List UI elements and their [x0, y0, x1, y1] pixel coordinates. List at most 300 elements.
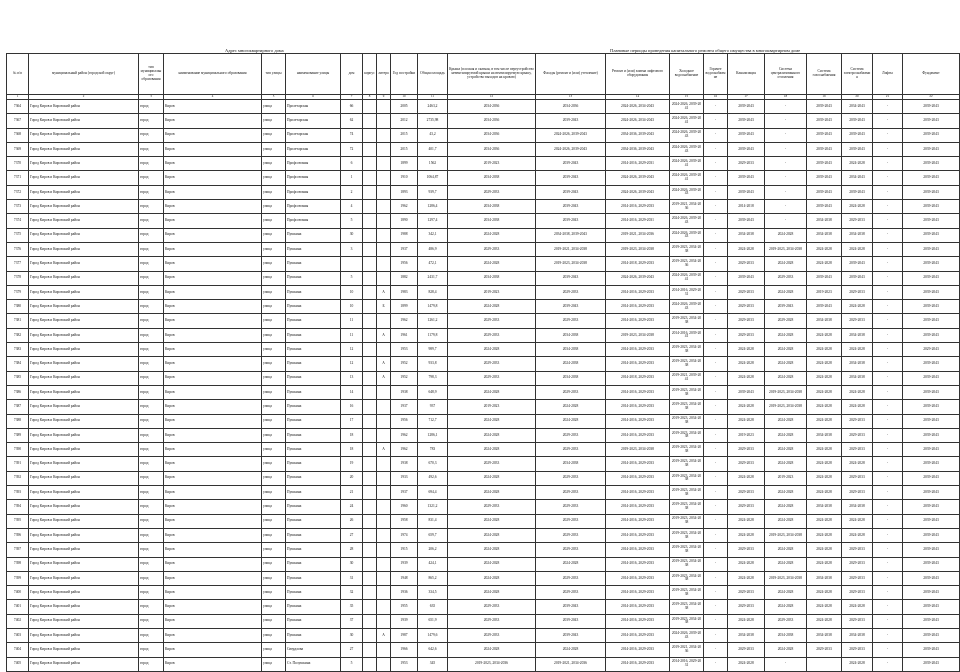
street-name-cell: Пушкина	[286, 242, 341, 256]
gas-period-cell: 2034-2038	[807, 500, 842, 514]
korpus-cell	[363, 628, 377, 642]
cold-water-period-cell: 2019-2023, 2034-2038	[670, 514, 704, 528]
year-cell: 1937	[391, 400, 418, 414]
hot-water-period-cell: -	[704, 643, 728, 657]
street-name-cell: Пушкина	[286, 486, 341, 500]
sewer-period-cell: 2039-2043	[728, 185, 765, 199]
cold-water-period-cell: 2024-2026, 2039-2041	[670, 271, 704, 285]
hot-water-period-cell: -	[704, 114, 728, 128]
year-cell: 1955	[391, 600, 418, 614]
facade-period-cell: 2039-2043	[536, 600, 606, 614]
hot-water-period-cell: -	[704, 142, 728, 156]
mo-name-cell: Киров	[164, 600, 262, 614]
litera-cell	[377, 385, 391, 399]
electric-period-cell: 2034-2038	[842, 357, 873, 371]
electric-period-cell: 2029-2033	[842, 214, 873, 228]
street-name-cell: Пролетарская	[286, 128, 341, 142]
facade-period-cell: 2034-2038	[536, 457, 606, 471]
korpus-cell	[363, 543, 377, 557]
heating-period-cell: 2029-2028	[765, 314, 807, 328]
house-cell: 31	[341, 571, 363, 585]
street-name-cell: Пушкина	[286, 471, 341, 485]
table-row	[7, 343, 960, 357]
roof-period-cell: 2019-2023	[448, 400, 536, 414]
district-cell: Город Киров и Кировский район	[29, 500, 139, 514]
engineering-period-cell: 2014-2016, 2029-2033	[606, 357, 670, 371]
heating-period-cell: -	[765, 200, 807, 214]
heating-period-cell: -	[765, 171, 807, 185]
facade-period-cell: 2039-2043	[536, 157, 606, 171]
cold-water-period-cell: 2024-2026, 2039-2043	[670, 214, 704, 228]
year-cell: 1952	[391, 357, 418, 371]
gas-period-cell: 2034-2038	[807, 428, 842, 442]
electric-period-cell: 2039-2043	[842, 128, 873, 142]
roof-period-cell: 2024-2028	[448, 428, 536, 442]
lift-period-cell: -	[873, 400, 903, 414]
street-type-cell: улица	[262, 228, 286, 242]
year-cell: 2012	[391, 114, 418, 128]
house-cell	[341, 257, 363, 271]
sewer-period-cell: 2039-2043	[728, 214, 765, 228]
heating-period-cell: 2019-2023, 2034-2038	[765, 242, 807, 256]
column-number: 15	[670, 95, 704, 100]
electric-period-cell: 2034-2038	[842, 500, 873, 514]
gas-period-cell: 2039-2043	[807, 157, 842, 171]
lift-period-cell: -	[873, 128, 903, 142]
house-cell: 30	[341, 557, 363, 571]
street-type-cell: улица	[262, 486, 286, 500]
street-type-cell: улица	[262, 543, 286, 557]
district-cell: Город Киров и Кировский район	[29, 414, 139, 428]
lift-period-cell: -	[873, 614, 903, 628]
engineering-period-cell: 2014-2016, 2029-2033	[606, 586, 670, 600]
lift-period-cell: -	[873, 500, 903, 514]
year-cell: 1936	[391, 586, 418, 600]
mo-type-cell: город	[139, 557, 164, 571]
mo-name-cell: Киров	[164, 457, 262, 471]
street-name-cell: Пушкина	[286, 228, 341, 242]
lift-period-cell: -	[873, 600, 903, 614]
facade-period-cell: 2039-2043	[536, 271, 606, 285]
street-name-cell: Пушкина	[286, 257, 341, 271]
litera-cell	[377, 185, 391, 199]
litera-cell	[377, 586, 391, 600]
mo-type-cell: город	[139, 271, 164, 285]
gas-period-cell: 2024-2028	[807, 357, 842, 371]
house-cell: 62	[341, 114, 363, 128]
korpus-cell	[363, 400, 377, 414]
roof-period-cell: 2034-2036	[448, 100, 536, 114]
street-type-cell: улица	[262, 200, 286, 214]
hot-water-period-cell: -	[704, 528, 728, 542]
mo-name-cell: Киров	[164, 242, 262, 256]
house-cell: 1	[341, 171, 363, 185]
table-row	[7, 371, 960, 385]
litera-cell	[377, 486, 391, 500]
mo-type-cell: город	[139, 657, 164, 671]
korpus-cell	[363, 185, 377, 199]
row-number: 7389	[7, 428, 29, 442]
year-cell: 1890	[391, 214, 418, 228]
engineering-period-cell: 2014-2016, 2029-2033	[606, 557, 670, 571]
heating-period-cell: 2019-2023, 2034-2038	[765, 385, 807, 399]
street-name-cell: Пушкина	[286, 314, 341, 328]
mo-name-cell: Киров	[164, 528, 262, 542]
mo-type-cell: город	[139, 514, 164, 528]
engineering-period-cell: 2014-2016, 2029-2033	[606, 428, 670, 442]
korpus-cell	[363, 586, 377, 600]
facade-period-cell: 2029-2033	[536, 486, 606, 500]
electric-period-cell: 2034-2038	[842, 371, 873, 385]
row-number: 7368	[7, 128, 29, 142]
year-cell: 1937	[391, 242, 418, 256]
gas-period-cell: 2029-2033	[807, 643, 842, 657]
roof-period-cell: 2019-2023, 2034-2036	[448, 657, 536, 671]
sewer-period-cell: 2024-2028	[728, 371, 765, 385]
sewer-period-cell: 2029-2033	[728, 457, 765, 471]
roof-period-cell: 2019-2023	[448, 285, 536, 299]
lift-period-cell: -	[873, 314, 903, 328]
area-cell: 1321,2	[418, 500, 448, 514]
heating-period-cell: 2024-2028	[765, 500, 807, 514]
mo-type-cell: город	[139, 228, 164, 242]
gas-period-cell: 2024-2028	[807, 414, 842, 428]
area-cell: 1297,4	[418, 214, 448, 228]
electric-period-cell: 2024-2028	[842, 528, 873, 542]
row-number: 7364	[7, 100, 29, 114]
table-row	[7, 586, 960, 600]
roof-period-cell: 2029-2033	[448, 357, 536, 371]
area-cell: 1261,2	[418, 314, 448, 328]
heating-period-cell: 2024-2028	[765, 428, 807, 442]
korpus-cell	[363, 643, 377, 657]
cold-water-period-cell: 2019-2023, 2034-2038	[670, 357, 704, 371]
year-cell: 1983	[391, 285, 418, 299]
sewer-period-cell: 2024-2028	[728, 343, 765, 357]
house-cell: 18	[341, 443, 363, 457]
mo-name-cell: Киров	[164, 285, 262, 299]
table-row	[7, 314, 960, 328]
house-cell: 12	[341, 357, 363, 371]
korpus-cell	[363, 457, 377, 471]
gas-period-cell: 2034-2038	[807, 571, 842, 585]
district-cell: Город Киров и Кировский район	[29, 214, 139, 228]
lift-period-cell: -	[873, 100, 903, 114]
district-cell: Город Киров и Кировский район	[29, 557, 139, 571]
heating-period-cell: 2024-2028	[765, 443, 807, 457]
foundation-period-cell: 2039-2043	[903, 643, 960, 657]
year-cell: 2005	[391, 100, 418, 114]
engineering-period-cell: 2014-2016, 2029-2033	[606, 571, 670, 585]
house-cell: 28	[341, 543, 363, 557]
facade-period-cell: 2024-2028	[536, 643, 606, 657]
hot-water-period-cell: -	[704, 257, 728, 271]
row-number: 7383	[7, 343, 29, 357]
electric-period-cell: 2024-2028	[842, 300, 873, 314]
gas-period-cell: 2024-2028	[807, 257, 842, 271]
gas-period-cell: 2024-2028	[807, 486, 842, 500]
district-cell: Город Киров и Кировский район	[29, 486, 139, 500]
district-cell: Город Киров и Кировский район	[29, 171, 139, 185]
litera-cell	[377, 200, 391, 214]
lift-period-cell: -	[873, 171, 903, 185]
hot-water-period-cell: -	[704, 428, 728, 442]
cold-water-period-cell: 2019-2023, 2034-2038	[670, 486, 704, 500]
area-cell: 401,7	[418, 142, 448, 156]
electric-period-cell: 2039-2043	[842, 142, 873, 156]
header-cell: Лифты	[873, 54, 903, 95]
electric-period-cell: 2024-2028	[842, 457, 873, 471]
table-row	[7, 657, 960, 671]
column-number: 18	[765, 95, 807, 100]
area-cell: 2735,98	[418, 114, 448, 128]
mo-name-cell: Киров	[164, 171, 262, 185]
area-cell: 937	[418, 400, 448, 414]
row-number: 7379	[7, 285, 29, 299]
mo-type-cell: город	[139, 428, 164, 442]
district-cell: Город Киров и Кировский район	[29, 600, 139, 614]
row-number: 7378	[7, 271, 29, 285]
area-cell: 670,3	[418, 457, 448, 471]
area-cell: 2463,2	[418, 100, 448, 114]
column-number: 8	[363, 95, 377, 100]
gas-period-cell: 2024-2028	[807, 586, 842, 600]
row-number: 7398	[7, 557, 29, 571]
heating-period-cell: 2024-2028	[765, 643, 807, 657]
column-number: 14	[606, 95, 670, 100]
year-cell: 1953	[391, 657, 418, 671]
korpus-cell	[363, 285, 377, 299]
area-cell: 642,6	[418, 643, 448, 657]
cold-water-period-cell: 2019-2023, 2034-2038	[670, 414, 704, 428]
litera-cell: Б	[377, 300, 391, 314]
hot-water-period-cell: -	[704, 328, 728, 342]
mo-name-cell: Киров	[164, 114, 262, 128]
table-row	[7, 443, 960, 457]
mo-type-cell: город	[139, 457, 164, 471]
sewer-period-cell: 2024-2028	[728, 471, 765, 485]
row-number: 7372	[7, 185, 29, 199]
engineering-period-cell: 2014-2016, 2029-2033	[606, 471, 670, 485]
mo-name-cell: Киров	[164, 314, 262, 328]
engineering-period-cell: 2014-2018, 2029-2033	[606, 257, 670, 271]
hot-water-period-cell: -	[704, 600, 728, 614]
korpus-cell	[363, 328, 377, 342]
column-number: 4	[164, 95, 262, 100]
hot-water-period-cell: -	[704, 514, 728, 528]
row-number: 7395	[7, 514, 29, 528]
heating-period-cell: 2024-2028	[765, 285, 807, 299]
mo-name-cell: Киров	[164, 328, 262, 342]
foundation-period-cell: 2039-2043	[903, 586, 960, 600]
gas-period-cell: 2034-2038	[807, 628, 842, 642]
mo-type-cell: город	[139, 586, 164, 600]
foundation-period-cell: 2039-2043	[903, 171, 960, 185]
foundation-period-cell: 2039-2043	[903, 657, 960, 671]
korpus-cell	[363, 414, 377, 428]
gas-period-cell: 2039-2043	[807, 200, 842, 214]
heating-period-cell: -	[765, 657, 807, 671]
facade-period-cell: 2024-2028	[536, 414, 606, 428]
engineering-period-cell: 2014-2016, 2029-2031	[606, 214, 670, 228]
area-cell: 798,3	[418, 371, 448, 385]
lift-period-cell: -	[873, 486, 903, 500]
electric-period-cell: 2029-2033	[842, 414, 873, 428]
facade-period-cell: 2034-2038	[536, 328, 606, 342]
mo-type-cell: город	[139, 385, 164, 399]
korpus-cell	[363, 242, 377, 256]
korpus-cell	[363, 600, 377, 614]
cold-water-period-cell: 2019-2023, 2034-2038	[670, 385, 704, 399]
hot-water-period-cell: -	[704, 214, 728, 228]
header-cell: Год постройки	[391, 54, 418, 95]
sewer-period-cell: 2039-2043	[728, 142, 765, 156]
table-row	[7, 214, 960, 228]
sewer-period-cell: 2029-2033	[728, 300, 765, 314]
street-type-cell: улица	[262, 414, 286, 428]
header-cell: Фасады (ремонт и (или) утепление)	[536, 54, 606, 95]
roof-period-cell: 2029-2033	[448, 457, 536, 471]
street-name-cell: Пушкина	[286, 371, 341, 385]
hot-water-period-cell: -	[704, 486, 728, 500]
litera-cell	[377, 214, 391, 228]
district-cell: Город Киров и Кировский район	[29, 528, 139, 542]
sewer-period-cell: 2024-2028	[728, 571, 765, 585]
mo-name-cell: Киров	[164, 500, 262, 514]
electric-period-cell: 2029-2033	[842, 543, 873, 557]
street-type-cell: улица	[262, 443, 286, 457]
area-cell: 1562	[418, 157, 448, 171]
row-number: 7373	[7, 200, 29, 214]
year-cell: 1893	[391, 185, 418, 199]
street-type-cell: улица	[262, 157, 286, 171]
year-cell: 1956	[391, 414, 418, 428]
house-cell: 32	[341, 586, 363, 600]
hot-water-period-cell: -	[704, 414, 728, 428]
street-name-cell: Профсоюзная	[286, 214, 341, 228]
house-cell: 35	[341, 600, 363, 614]
foundation-period-cell: 2039-2043	[903, 371, 960, 385]
engineering-period-cell: 2019-2023, 2034-2038	[606, 328, 670, 342]
lift-period-cell: -	[873, 257, 903, 271]
year-cell: 1961	[391, 328, 418, 342]
district-cell: Город Киров и Кировский район	[29, 571, 139, 585]
electric-period-cell: 2034-2038	[842, 328, 873, 342]
row-number: 7399	[7, 571, 29, 585]
mo-name-cell: Киров	[164, 543, 262, 557]
table-row	[7, 614, 960, 628]
roof-period-cell: 2034-2036	[448, 114, 536, 128]
street-name-cell: Пушкина	[286, 557, 341, 571]
electric-period-cell: 2034-2043	[842, 100, 873, 114]
table-row	[7, 257, 960, 271]
facade-period-cell: 2029-2033	[536, 428, 606, 442]
year-cell: 1988	[391, 228, 418, 242]
heating-period-cell: 2019-2023, 2034-2038	[765, 528, 807, 542]
sewer-period-cell: 2034-2038	[728, 628, 765, 642]
table-row	[7, 486, 960, 500]
electric-period-cell: 2029-2033	[842, 443, 873, 457]
engineering-period-cell: 2024-2026, 2039-2043	[606, 271, 670, 285]
mo-name-cell: Киров	[164, 214, 262, 228]
street-name-cell: Пушкина	[286, 614, 341, 628]
electric-period-cell: 2024-2028	[842, 514, 873, 528]
year-cell: 1948	[391, 571, 418, 585]
street-type-cell: улица	[262, 242, 286, 256]
hot-water-period-cell: -	[704, 628, 728, 642]
heating-period-cell: 2029-2033	[765, 271, 807, 285]
facade-period-cell: 2029-2033	[536, 385, 606, 399]
column-number: 5	[262, 95, 286, 100]
street-name-cell: Пушкина	[286, 586, 341, 600]
house-cell: 11	[341, 314, 363, 328]
street-type-cell: улица	[262, 457, 286, 471]
year-cell: 1962	[391, 314, 418, 328]
lift-period-cell: -	[873, 228, 903, 242]
facade-period-cell: 2034-2038, 2039-2043	[536, 228, 606, 242]
electric-period-cell: 2029-2033	[842, 586, 873, 600]
row-number: 7386	[7, 385, 29, 399]
house-cell: 30	[341, 628, 363, 642]
year-cell: 1962	[391, 428, 418, 442]
house-cell: 11	[341, 328, 363, 342]
litera-cell	[377, 557, 391, 571]
mo-type-cell: город	[139, 500, 164, 514]
heating-period-cell: 2019-2023, 2034-2038	[765, 571, 807, 585]
foundation-period-cell: 2039-2043	[903, 285, 960, 299]
gas-period-cell: 2039-2043	[807, 100, 842, 114]
street-type-cell: улица	[262, 114, 286, 128]
gas-period-cell: 2039-2043	[807, 185, 842, 199]
facade-period-cell: 2029-2033	[536, 500, 606, 514]
engineering-period-cell: 2024-2026, 2039-2043	[606, 185, 670, 199]
street-type-cell: улица	[262, 357, 286, 371]
engineering-period-cell: 2019-2021, 2034-2036	[606, 228, 670, 242]
area-cell: 648,9	[418, 385, 448, 399]
heating-period-cell: 2039-2043	[765, 300, 807, 314]
hot-water-period-cell: -	[704, 185, 728, 199]
house-cell: 27	[341, 643, 363, 657]
column-number: 9	[377, 95, 391, 100]
facade-period-cell: 2029-2033	[536, 543, 606, 557]
table-row	[7, 414, 960, 428]
facade-period-cell: 2034-2038	[536, 371, 606, 385]
district-cell: Город Киров и Кировский район	[29, 314, 139, 328]
korpus-cell	[363, 571, 377, 585]
litera-cell	[377, 242, 391, 256]
mo-type-cell: город	[139, 614, 164, 628]
house-cell: 12	[341, 343, 363, 357]
facade-period-cell: 2039-2043	[536, 214, 606, 228]
table-row	[7, 528, 960, 542]
foundation-period-cell: 2039-2043	[903, 557, 960, 571]
street-type-cell: улица	[262, 614, 286, 628]
area-cell: 1064,87	[418, 171, 448, 185]
house-cell: 2	[341, 185, 363, 199]
roof-period-cell: 2029-2033	[448, 185, 536, 199]
roof-period-cell: 2024-2028	[448, 557, 536, 571]
cold-water-period-cell: 2024-2026, 2039-2041	[670, 157, 704, 171]
gas-period-cell: 2034-2038	[807, 228, 842, 242]
street-name-cell: Пролетарская	[286, 114, 341, 128]
heating-period-cell: 2034-2038	[765, 628, 807, 642]
roof-period-cell: 2024-2028	[448, 543, 536, 557]
litera-cell	[377, 528, 391, 542]
mo-type-cell: город	[139, 214, 164, 228]
capital-repair-schedule-table	[6, 53, 960, 672]
facade-period-cell: 2039-2043	[536, 114, 606, 128]
lift-period-cell: -	[873, 657, 903, 671]
